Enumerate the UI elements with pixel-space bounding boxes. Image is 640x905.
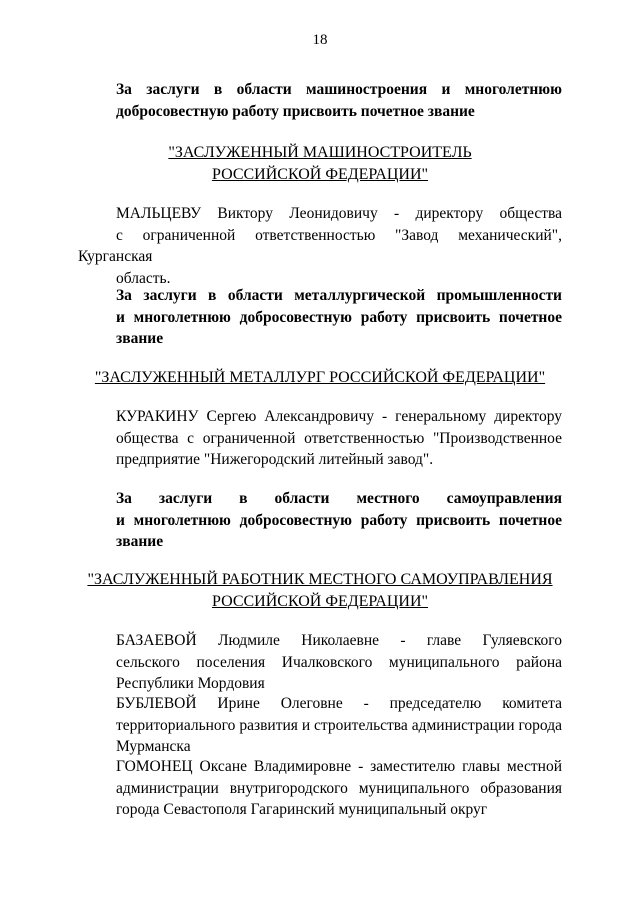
person-line: БУБЛЕВОЙ Ирине Олеговне - председателю комитета: [116, 695, 562, 712]
section-1-intro: [78, 79, 562, 122]
section-1-person-1: [78, 203, 562, 289]
section-3-person-3: [78, 756, 562, 821]
person-line: ГОМОНЕЦ Оксане Владимировне - заместителю главы местной: [116, 758, 562, 775]
section-1-title: [78, 142, 562, 185]
person-line: Республики Мордовия: [116, 675, 265, 692]
section-3-intro: [78, 488, 562, 553]
person-line: общества с ограниченной ответственностью "Производственное: [116, 429, 562, 447]
person-line: сельского поселения Ичалковского муниципального района: [116, 653, 562, 671]
section-2-title-line-1: "ЗАСЛУЖЕННЫЙ МЕТАЛЛУРГ РОССИЙСКОЙ ФЕДЕРАЦИИ": [94, 369, 546, 386]
section-3-intro-line-3: звание: [116, 533, 164, 550]
page-number: 18: [312, 32, 328, 48]
section-2-title: [78, 367, 562, 389]
person-line: с ограниченной ответственностью "Завод механический", Курганская: [78, 226, 562, 265]
person-line: БАЗАЕВОЙ Людмиле Николаевне - главе Гуляевского: [116, 632, 562, 649]
section-3-title-line-1: "ЗАСЛУЖЕННЫЙ РАБОТНИК МЕСТНОГО САМОУПРАВЛЕНИЯ: [87, 571, 553, 588]
section-2-intro-line-3: звание: [116, 330, 164, 347]
person-line: КУРАКИНУ Сергею Александровичу - генеральному директору: [116, 408, 562, 425]
section-3-intro-line-1: За заслуги в области местного самоуправления: [116, 490, 562, 507]
person-line: территориального развития и строительства администрации города: [116, 716, 562, 734]
person-line: администрации внутригородского муниципального образования: [116, 779, 562, 797]
section-2-intro-line-1: За заслуги в области металлургической промышленности: [116, 287, 562, 304]
section-2-person-1: [78, 406, 562, 471]
person-line: города Севастополя Гагаринский муниципальный округ: [116, 801, 488, 818]
section-3-title-line-2: РОССИЙСКОЙ ФЕДЕРАЦИИ": [211, 592, 429, 610]
section-3-person-2: [78, 693, 562, 758]
person-line: предприятие "Нижегородский литейный завод".: [116, 451, 434, 468]
person-line: область.: [116, 269, 171, 287]
person-line: МАЛЬЦЕВУ Виктору Леонидовичу - директору общества: [116, 205, 562, 222]
section-3-person-1: [78, 630, 562, 695]
section-3-title: [78, 569, 562, 612]
section-1-intro-line-1: За заслуги в области машиностроения и многолетнюю: [116, 81, 562, 98]
section-1-intro-line-2: добросовестную работу присвоить почетное звание: [116, 102, 475, 120]
section-3-intro-line-2: и многолетнюю добросовестную работу присвоить почетное: [116, 511, 562, 529]
section-1-title-line-2: РОССИЙСКОЙ ФЕДЕРАЦИИ": [211, 165, 429, 183]
section-2-intro-line-2: и многолетнюю добросовестную работу присвоить почетное: [116, 308, 562, 326]
section-2-intro: [78, 285, 562, 350]
person-line: Мурманска: [116, 738, 191, 755]
section-1-title-line-1: "ЗАСЛУЖЕННЫЙ МАШИНОСТРОИТЕЛЬ: [168, 144, 472, 161]
